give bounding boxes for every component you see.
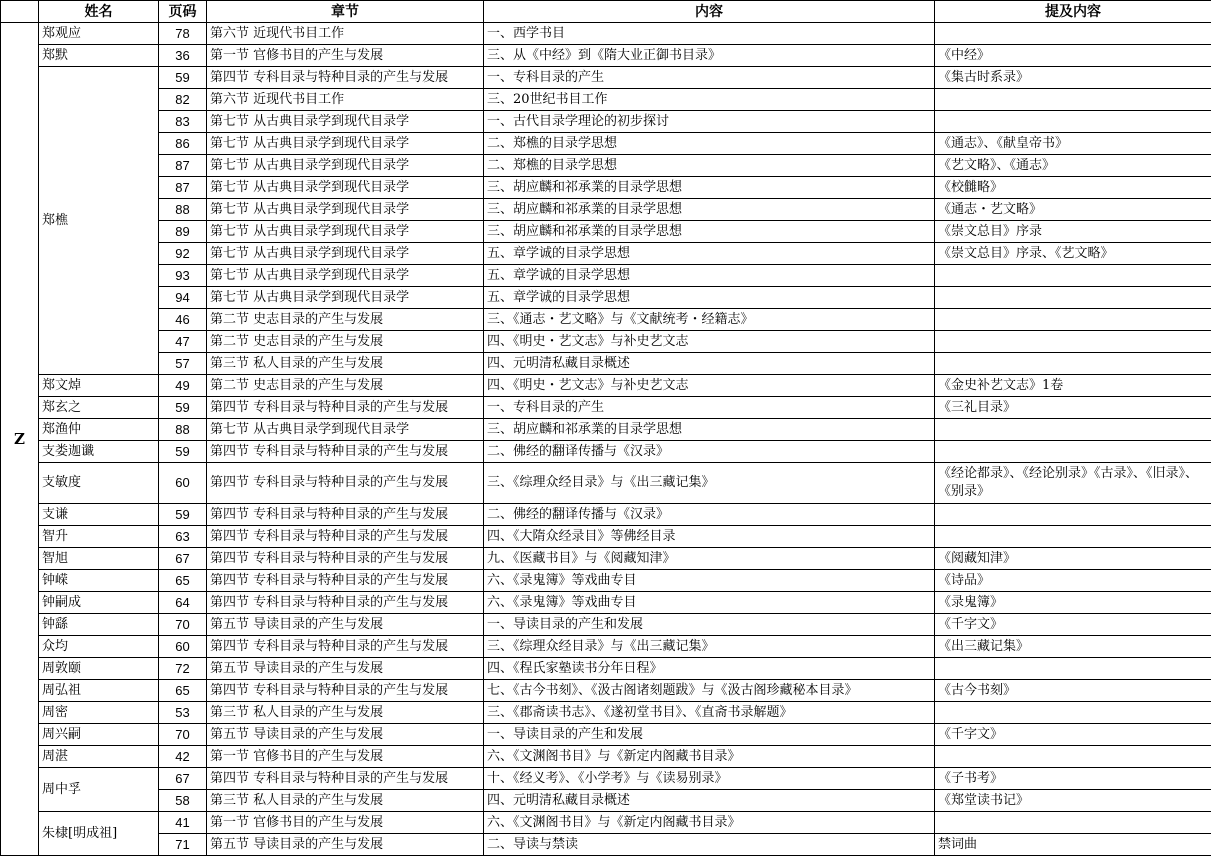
content-cell: 五、章学诚的目录学思想 (484, 287, 935, 309)
table-row (1, 353, 1211, 375)
content-cell: 三、胡应麟和祁承業的目录学思想 (484, 199, 935, 221)
mention-cell: 《艺文略》、《通志》 (935, 155, 1211, 177)
chapter-cell: 第七节 从古典目录学到现代目录学 (207, 155, 484, 177)
table-row (1, 570, 1211, 592)
table-row (1, 746, 1211, 768)
chapter-cell: 第七节 从古典目录学到现代目录学 (207, 177, 484, 199)
person-name: 郑默 (39, 45, 159, 67)
page-number: 58 (159, 790, 207, 812)
group-letter: Z (1, 23, 39, 856)
person-name: 钟繇 (39, 614, 159, 636)
content-cell: 二、郑樵的目录学思想 (484, 133, 935, 155)
name-header: 姓名 (39, 1, 159, 23)
page-number: 49 (159, 375, 207, 397)
content-cell: 四、元明清私藏目录概述 (484, 353, 935, 375)
table-row (1, 89, 1211, 111)
content-cell: 四、《明史・艺文志》与补史艺文志 (484, 331, 935, 353)
table-row (1, 614, 1211, 636)
table-row (1, 463, 1211, 504)
mention-cell: 《郑堂读书记》 (935, 790, 1211, 812)
mention-cell (935, 702, 1211, 724)
page-number: 70 (159, 614, 207, 636)
content-cell: 四、元明清私藏目录概述 (484, 790, 935, 812)
chapter-cell: 第四节 专科目录与特种目录的产生与发展 (207, 768, 484, 790)
page-header: 页码 (159, 1, 207, 23)
mention-cell (935, 658, 1211, 680)
content-cell: 九、《医藏书目》与《阅藏知津》 (484, 548, 935, 570)
page-number: 67 (159, 768, 207, 790)
chapter-cell: 第一节 官修书目的产生与发展 (207, 45, 484, 67)
mention-cell (935, 309, 1211, 331)
mention-cell (935, 812, 1211, 834)
page-number: 36 (159, 45, 207, 67)
page-number: 65 (159, 680, 207, 702)
page-number: 88 (159, 419, 207, 441)
chapter-cell: 第七节 从古典目录学到现代目录学 (207, 221, 484, 243)
table-row (1, 221, 1211, 243)
mention-cell: 《金史补艺文志》1卷 (935, 375, 1211, 397)
mention-cell: 《集古时系录》 (935, 67, 1211, 89)
group-header (1, 1, 39, 23)
page-number: 59 (159, 397, 207, 419)
mention-cell (935, 419, 1211, 441)
chapter-cell: 第七节 从古典目录学到现代目录学 (207, 419, 484, 441)
content-header: 内容 (484, 1, 935, 23)
page-number: 60 (159, 636, 207, 658)
table-row (1, 199, 1211, 221)
person-name: 朱棣[明成祖] (39, 812, 159, 856)
page-number: 92 (159, 243, 207, 265)
page-number: 94 (159, 287, 207, 309)
content-cell: 二、郑樵的目录学思想 (484, 155, 935, 177)
page-number: 86 (159, 133, 207, 155)
page-number: 87 (159, 155, 207, 177)
content-cell: 十、《经义考》、《小学考》与《读易别录》 (484, 768, 935, 790)
mention-cell: 《崇文总目》序录、《艺文略》 (935, 243, 1211, 265)
page-number: 65 (159, 570, 207, 592)
page-number: 89 (159, 221, 207, 243)
person-name: 支娄迦谶 (39, 441, 159, 463)
page-number: 88 (159, 199, 207, 221)
chapter-cell: 第二节 史志目录的产生与发展 (207, 331, 484, 353)
page-number: 78 (159, 23, 207, 45)
mention-cell (935, 504, 1211, 526)
mention-cell: 《千字文》 (935, 614, 1211, 636)
person-name: 郑观应 (39, 23, 159, 45)
table-row (1, 724, 1211, 746)
mention-cell (935, 111, 1211, 133)
content-cell: 六、《文渊阁书目》与《新定内阁藏书目录》 (484, 746, 935, 768)
table-row (1, 680, 1211, 702)
page-number: 46 (159, 309, 207, 331)
chapter-cell: 第五节 导读目录的产生与发展 (207, 724, 484, 746)
mention-cell: 禁词曲 (935, 834, 1211, 856)
table-row (1, 812, 1211, 834)
content-cell: 五、章学诚的目录学思想 (484, 243, 935, 265)
table-row (1, 243, 1211, 265)
page-number: 57 (159, 353, 207, 375)
chapter-cell: 第七节 从古典目录学到现代目录学 (207, 199, 484, 221)
content-cell: 三、胡应麟和祁承業的目录学思想 (484, 177, 935, 199)
person-name: 郑渔仲 (39, 419, 159, 441)
table-row (1, 265, 1211, 287)
table-row (1, 419, 1211, 441)
page-number: 60 (159, 463, 207, 504)
table-row (1, 155, 1211, 177)
content-cell: 六、《录鬼簿》等戏曲专目 (484, 592, 935, 614)
content-cell: 三、20世纪书目工作 (484, 89, 935, 111)
table-row (1, 658, 1211, 680)
content-cell: 三、从《中经》到《隋大业正御书目录》 (484, 45, 935, 67)
chapter-cell: 第五节 导读目录的产生与发展 (207, 614, 484, 636)
person-name: 周密 (39, 702, 159, 724)
chapter-cell: 第七节 从古典目录学到现代目录学 (207, 111, 484, 133)
content-cell: 三、《综理众经目录》与《出三藏记集》 (484, 636, 935, 658)
content-cell: 三、《综理众经目录》与《出三藏记集》 (484, 463, 935, 504)
page-number: 64 (159, 592, 207, 614)
person-name: 周弘祖 (39, 680, 159, 702)
person-name: 周兴嗣 (39, 724, 159, 746)
chapter-cell: 第一节 官修书目的产生与发展 (207, 746, 484, 768)
chapter-cell: 第三节 私人目录的产生与发展 (207, 702, 484, 724)
chapter-cell: 第七节 从古典目录学到现代目录学 (207, 243, 484, 265)
table-row (1, 790, 1211, 812)
mention-cell (935, 89, 1211, 111)
chapter-cell: 第六节 近现代书目工作 (207, 89, 484, 111)
chapter-cell: 第五节 导读目录的产生与发展 (207, 834, 484, 856)
page-number: 41 (159, 812, 207, 834)
person-name: 郑樵 (39, 67, 159, 375)
content-cell: 一、导读目录的产生和发展 (484, 614, 935, 636)
content-cell: 四、《大隋众经录目》等佛经目录 (484, 526, 935, 548)
content-cell: 一、专科目录的产生 (484, 67, 935, 89)
chapter-cell: 第四节 专科目录与特种目录的产生与发展 (207, 463, 484, 504)
content-cell: 五、章学诚的目录学思想 (484, 265, 935, 287)
chapter-cell: 第七节 从古典目录学到现代目录学 (207, 133, 484, 155)
content-cell: 二、导读与禁读 (484, 834, 935, 856)
chapter-cell: 第四节 专科目录与特种目录的产生与发展 (207, 67, 484, 89)
mention-cell: 《阅藏知津》 (935, 548, 1211, 570)
content-cell: 一、西学书目 (484, 23, 935, 45)
chapter-cell: 第四节 专科目录与特种目录的产生与发展 (207, 570, 484, 592)
table-row (1, 526, 1211, 548)
chapter-cell: 第四节 专科目录与特种目录的产生与发展 (207, 526, 484, 548)
page-number: 87 (159, 177, 207, 199)
mention-cell (935, 23, 1211, 45)
table-row (1, 397, 1211, 419)
page-number: 59 (159, 504, 207, 526)
chapter-cell: 第四节 专科目录与特种目录的产生与发展 (207, 548, 484, 570)
chapter-header: 章节 (207, 1, 484, 23)
page-number: 93 (159, 265, 207, 287)
table-row (1, 702, 1211, 724)
mention-cell: 《校雠略》 (935, 177, 1211, 199)
mention-cell (935, 265, 1211, 287)
page-number: 83 (159, 111, 207, 133)
table-row (1, 504, 1211, 526)
content-cell: 四、《明史・艺文志》与补史艺文志 (484, 375, 935, 397)
page-number: 47 (159, 331, 207, 353)
table-row (1, 111, 1211, 133)
page-number: 71 (159, 834, 207, 856)
person-name: 周中孚 (39, 768, 159, 812)
table-row (1, 375, 1211, 397)
table-row (1, 636, 1211, 658)
person-name: 钟嵘 (39, 570, 159, 592)
mention-cell: 《千字文》 (935, 724, 1211, 746)
header-row (1, 1, 1211, 23)
content-cell: 三、胡应麟和祁承業的目录学思想 (484, 221, 935, 243)
person-name: 周敦颐 (39, 658, 159, 680)
content-cell: 七、《古今书刻》、《汲古阁诸刻题跋》与《汲古阁珍藏秘本目录》 (484, 680, 935, 702)
table-row (1, 287, 1211, 309)
table-row (1, 309, 1211, 331)
table-row (1, 45, 1211, 67)
chapter-cell: 第七节 从古典目录学到现代目录学 (207, 287, 484, 309)
mention-cell (935, 746, 1211, 768)
content-cell: 一、专科目录的产生 (484, 397, 935, 419)
mention-cell: 《三礼目录》 (935, 397, 1211, 419)
person-name: 众均 (39, 636, 159, 658)
mention-cell: 《出三藏记集》 (935, 636, 1211, 658)
table-row (1, 548, 1211, 570)
mention-cell: 《子书考》 (935, 768, 1211, 790)
chapter-cell: 第四节 专科目录与特种目录的产生与发展 (207, 504, 484, 526)
page-number: 70 (159, 724, 207, 746)
table-row (1, 592, 1211, 614)
table-row (1, 23, 1211, 45)
chapter-cell: 第三节 私人目录的产生与发展 (207, 790, 484, 812)
content-cell: 六、《文渊阁书目》与《新定内阁藏书目录》 (484, 812, 935, 834)
table-row (1, 834, 1211, 856)
person-name: 智升 (39, 526, 159, 548)
content-cell: 三、胡应麟和祁承業的目录学思想 (484, 419, 935, 441)
mention-cell: 《中经》 (935, 45, 1211, 67)
chapter-cell: 第二节 史志目录的产生与发展 (207, 375, 484, 397)
mention-cell: 《崇文总目》序录 (935, 221, 1211, 243)
mention-cell: 《录鬼簿》 (935, 592, 1211, 614)
table-row (1, 133, 1211, 155)
chapter-cell: 第四节 专科目录与特种目录的产生与发展 (207, 441, 484, 463)
table-row (1, 441, 1211, 463)
person-name: 周湛 (39, 746, 159, 768)
person-name: 郑玄之 (39, 397, 159, 419)
chapter-cell: 第四节 专科目录与特种目录的产生与发展 (207, 592, 484, 614)
mention-cell (935, 331, 1211, 353)
chapter-cell: 第一节 官修书目的产生与发展 (207, 812, 484, 834)
person-name: 钟嗣成 (39, 592, 159, 614)
page-number: 59 (159, 441, 207, 463)
table-body (1, 23, 1211, 856)
mention-cell (935, 353, 1211, 375)
page-number: 67 (159, 548, 207, 570)
content-cell: 一、古代目录学理论的初步探讨 (484, 111, 935, 133)
chapter-cell: 第五节 导读目录的产生与发展 (207, 658, 484, 680)
page-number: 82 (159, 89, 207, 111)
content-cell: 六、《录鬼簿》等戏曲专目 (484, 570, 935, 592)
content-cell: 三、《郡斋读书志》、《遂初堂书目》、《直斋书录解题》 (484, 702, 935, 724)
page-number: 59 (159, 67, 207, 89)
table-row (1, 331, 1211, 353)
content-cell: 二、佛经的翻译传播与《汉录》 (484, 504, 935, 526)
content-cell: 四、《程氏家塾读书分年日程》 (484, 658, 935, 680)
content-cell: 一、导读目录的产生和发展 (484, 724, 935, 746)
mention-cell (935, 526, 1211, 548)
table-row (1, 768, 1211, 790)
chapter-cell: 第三节 私人目录的产生与发展 (207, 353, 484, 375)
mention-header: 提及内容 (935, 1, 1211, 23)
content-cell: 三、《通志・艺文略》与《文献统考・经籍志》 (484, 309, 935, 331)
mention-cell: 《古今书刻》 (935, 680, 1211, 702)
page-number: 42 (159, 746, 207, 768)
chapter-cell: 第六节 近现代书目工作 (207, 23, 484, 45)
mention-cell: 《诗品》 (935, 570, 1211, 592)
mention-cell: 《通志・艺文略》 (935, 199, 1211, 221)
page-number: 53 (159, 702, 207, 724)
person-name: 支敏度 (39, 463, 159, 504)
person-name: 支谦 (39, 504, 159, 526)
content-cell: 二、佛经的翻译传播与《汉录》 (484, 441, 935, 463)
page-number: 63 (159, 526, 207, 548)
chapter-cell: 第七节 从古典目录学到现代目录学 (207, 265, 484, 287)
chapter-cell: 第二节 史志目录的产生与发展 (207, 309, 484, 331)
chapter-cell: 第四节 专科目录与特种目录的产生与发展 (207, 397, 484, 419)
person-name: 郑文焯 (39, 375, 159, 397)
chapter-cell: 第四节 专科目录与特种目录的产生与发展 (207, 636, 484, 658)
person-name: 智旭 (39, 548, 159, 570)
mention-cell (935, 441, 1211, 463)
table-row (1, 67, 1211, 89)
mention-cell (935, 287, 1211, 309)
mention-cell: 《经论都录》、《经论别录》《古录》、《旧录》、《别录》 (935, 463, 1211, 504)
mention-cell: 《通志》、《献皇帝书》 (935, 133, 1211, 155)
page-number: 72 (159, 658, 207, 680)
chapter-cell: 第四节 专科目录与特种目录的产生与发展 (207, 680, 484, 702)
table-row (1, 177, 1211, 199)
